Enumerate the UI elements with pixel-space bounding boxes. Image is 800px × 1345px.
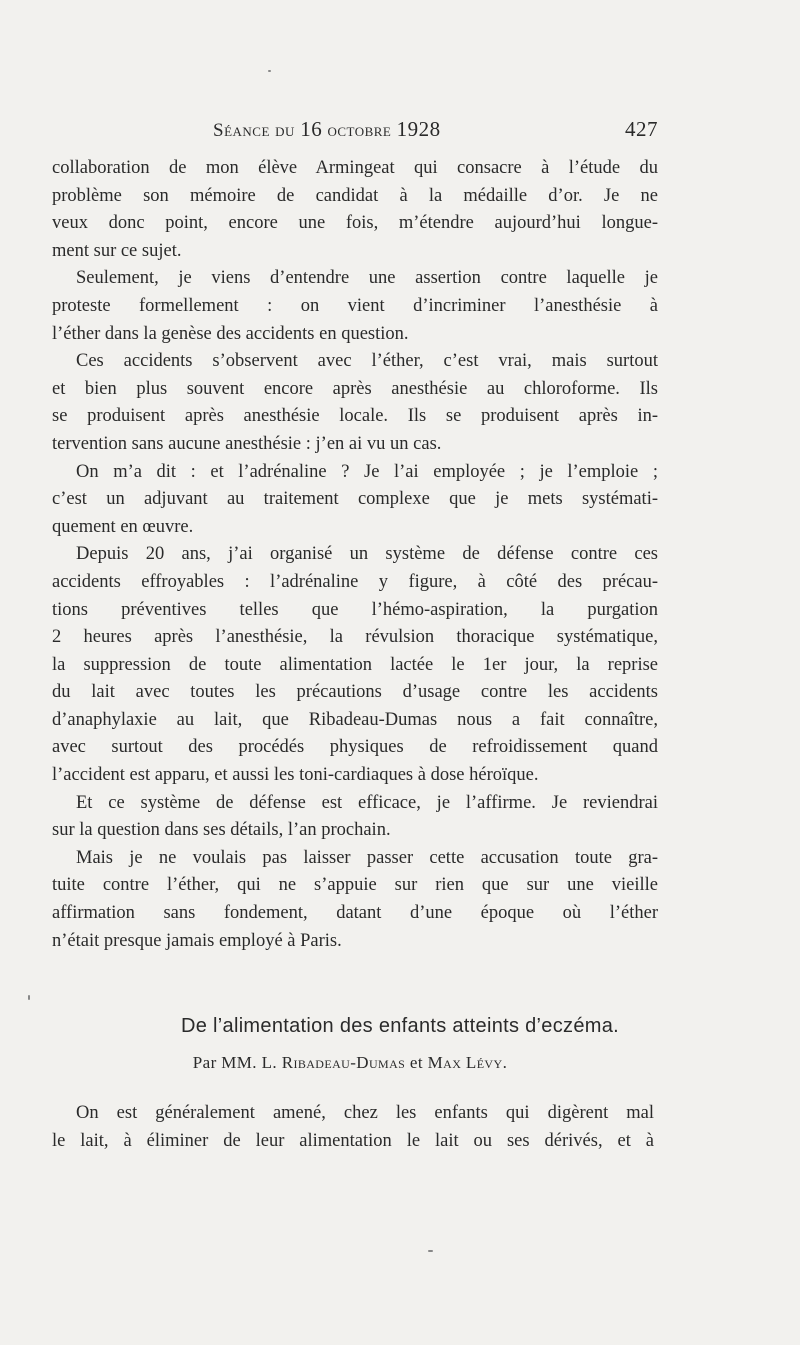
text-line: tuite contre l’éther, qui ne s’appuie sur rien que sur une vieille xyxy=(52,875,658,896)
text-line: veux donc point, encore une fois, m’étendre aujourd’hui longue- xyxy=(52,213,658,234)
text-line: la suppression de toute alimentation lactée le 1er jour, la reprise xyxy=(52,654,658,675)
text-line: proteste formellement : on vient d’incriminer l’anesthésie à xyxy=(52,295,658,316)
running-head-day: 16 xyxy=(300,117,323,141)
running-head xyxy=(213,117,658,145)
text-line: Seulement, je viens d’entendre une assertion contre laquelle je xyxy=(76,268,658,289)
text-line: d’anaphylaxie au lait, que Ribadeau-Dumas nous a fait connaître, xyxy=(52,709,658,730)
text-line: tions préventives telles que l’hémo-aspiration, la purgation xyxy=(52,599,658,620)
text-line: Depuis 20 ans, j’ai organisé un système de défense contre ces xyxy=(76,544,658,565)
paper-speck xyxy=(268,70,271,72)
text-line: avec surtout des procédés physiques de refroidissement quand xyxy=(52,737,658,758)
text-line: accidents effroyables : l’adrénaline y figure, à côté des précau- xyxy=(52,571,658,592)
authors-prefix: Par MM. L. xyxy=(192,1053,282,1072)
text-line: n’était presque jamais employé à Paris. xyxy=(52,930,342,951)
text-line: collaboration de mon élève Armingeat qui consacre à l’étude du xyxy=(52,158,658,178)
text-line: sur la question dans ses détails, l’an prochain. xyxy=(52,820,391,841)
text-line: 2 heures après l’anesthésie, la révulsion thoracique systématique, xyxy=(52,627,658,648)
text-line: l’accident est apparu, et aussi les toni-cardiaques à dose héroïque. xyxy=(52,765,539,786)
text-line: Ces accidents s’observent avec l’éther, c’est vrai, mais surtout xyxy=(76,351,658,372)
text-line: On est généralement amené, chez les enfants qui digèrent mal xyxy=(76,1103,654,1123)
page-number: 427 xyxy=(625,117,658,141)
text-line: Et ce système de défense est efficace, je l’affirme. Je reviendrai xyxy=(76,792,658,813)
article-authors xyxy=(0,1053,700,1073)
running-head-prefix: Séance du xyxy=(213,120,301,141)
text-line: ment sur ce sujet. xyxy=(52,240,182,261)
text-line: problème son mémoire de candidat à la médaille d’or. Je ne xyxy=(52,185,658,206)
text-line: c’est un adjuvant au traitement complexe que je mets systémati- xyxy=(52,489,658,510)
article-title: De l’alimentation des enfants atteints d’eczéma. xyxy=(181,1015,619,1037)
author-name: Ribadeau-Dumas xyxy=(281,1053,406,1072)
running-head-month: octobre xyxy=(322,120,397,141)
body-text-after xyxy=(52,1100,654,1155)
text-line: Mais je ne voulais pas laisser passer cette accusation toute gra- xyxy=(76,847,658,868)
text-line: On m’a dit : et l’adrénaline ? Je l’ai employée ; je l’emploie ; xyxy=(76,461,658,482)
running-head-title xyxy=(213,117,441,142)
authors-conjunction: et xyxy=(405,1053,428,1072)
text-line: se produisent après anesthésie locale. Ils se produisent après in- xyxy=(52,406,658,427)
paper-speck xyxy=(428,1250,433,1252)
paper-speck xyxy=(28,995,30,1000)
text-line: affirmation sans fondement, datant d’une époque où l’éther xyxy=(52,903,658,924)
text-line: et bien plus souvent encore après anesthésie au chloroforme. Ils xyxy=(52,378,658,399)
text-line: l’éther dans la genèse des accidents en question. xyxy=(52,323,409,344)
text-line: le lait, à éliminer de leur alimentation le lait ou ses dérivés, et à xyxy=(52,1130,654,1151)
running-head-year: 1928 xyxy=(396,117,441,141)
text-line: du lait avec toutes les précautions d’usage contre les accidents xyxy=(52,682,658,703)
text-line: quement en œuvre. xyxy=(52,516,194,537)
text-line: tervention sans aucune anesthésie : j’en ai vu un cas. xyxy=(52,433,442,454)
author-name: Max Lévy. xyxy=(427,1053,508,1072)
body-text-before xyxy=(52,155,658,955)
